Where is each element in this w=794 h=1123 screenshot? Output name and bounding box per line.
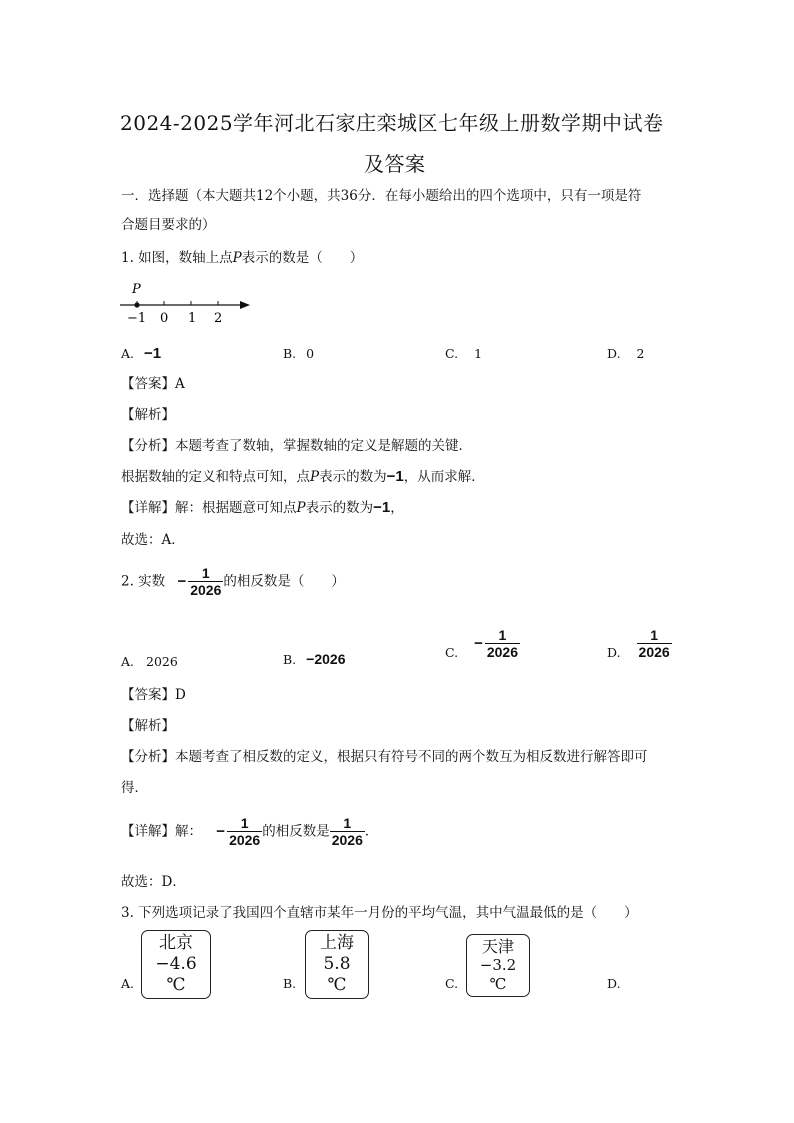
q1-number-line [118, 280, 258, 328]
frac-numerator: 1 [343, 815, 352, 831]
option-value: 2 [636, 346, 645, 361]
q2-stem-post: 的相反数是（ ） [223, 573, 345, 590]
option-label: D. [607, 645, 621, 660]
option-value: 2026 [146, 654, 178, 669]
option-value: −1 [144, 345, 162, 362]
frac-denominator: 2026 [638, 644, 670, 660]
tick-label-1: 1 [188, 311, 197, 326]
q2-fenxi-line2: 得． [121, 780, 148, 796]
frac-denominator: 2026 [229, 832, 261, 848]
q3-option-b-card [305, 930, 369, 999]
q2-detail-post: ． [364, 823, 379, 840]
frac-numerator: 1 [498, 627, 507, 643]
q1-reason-pre: 根据数轴的定义和特点可知，点 [121, 469, 310, 485]
q2-detail-sign: − [216, 822, 226, 840]
q2-answer: 【答案】D [121, 687, 186, 703]
q1-var-p: P [232, 250, 242, 266]
number-line-arrow-icon [240, 301, 250, 309]
tick-label-neg1: −1 [127, 311, 147, 326]
option-label: A. [121, 346, 135, 361]
q2-option-c [445, 627, 520, 660]
document-title-line1: 2024-2025学年河北石家庄栾城区七年级上册数学期中试卷 [120, 111, 664, 135]
point-p-label: P [132, 282, 141, 297]
q2-option-d [607, 627, 672, 660]
section-heading-line1: 一．选择题（本大题共12个小题，共36分．在每小题给出的四个选项中，只有一项是符 [121, 188, 642, 204]
q2-detail-pre: 【详解】解： [121, 823, 202, 840]
q1-reason-mid: 表示的数为 [319, 469, 387, 485]
frac-denominator: 2026 [331, 832, 363, 848]
q2-detail-mid: 的相反数是 [262, 823, 330, 840]
q2-detail-fraction-a [227, 815, 262, 848]
point-p-dot [134, 302, 139, 307]
city-name: 上海 [320, 933, 354, 953]
q1-detail-pre: 【详解】解：根据题意可知点 [121, 500, 297, 516]
option-label: B. [283, 346, 297, 361]
q1-detail-mid: 表示的数为 [305, 500, 374, 516]
q1-stem-post: 表示的数是（ ） [241, 250, 364, 266]
option-label: A. [121, 654, 135, 669]
city-name: 天津 [481, 937, 514, 956]
q1-analysis-heading: 【解析】 [121, 407, 175, 423]
option-label: B. [283, 652, 297, 667]
q1-reason-var: P [310, 469, 320, 485]
option-fraction [485, 627, 520, 660]
q3-option-a-label: A. [121, 976, 135, 991]
frac-numerator: 1 [650, 627, 659, 643]
q1-detail-val: −1 [373, 499, 391, 516]
option-label: D. [607, 346, 621, 361]
q2-frac-sign: − [177, 572, 187, 590]
q3-option-b-label: B. [283, 976, 297, 991]
tick-label-0: 0 [160, 311, 169, 326]
q1-option-a [121, 345, 161, 362]
q2-detail-fraction-b [330, 815, 365, 848]
q1-stem [121, 249, 363, 267]
q1-option-c [445, 346, 482, 361]
option-label: C. [445, 645, 459, 660]
q2-analysis-heading: 【解析】 [121, 718, 175, 734]
q1-answer: 【答案】A [121, 376, 185, 392]
q2-option-a [121, 654, 178, 669]
q2-option-b [283, 651, 345, 667]
q3-option-c-card [466, 934, 530, 997]
q2-stem [121, 565, 345, 598]
frac-denominator: 2026 [486, 644, 518, 660]
city-temperature: −4.6 ℃ [155, 954, 197, 995]
q3-option-a-card [141, 930, 211, 999]
q1-detail-var: P [296, 500, 306, 516]
q1-reason [121, 468, 485, 486]
q1-choose: 故选：A． [121, 532, 185, 548]
q2-stem-pre: 2. 实数 [121, 573, 166, 590]
q3-stem: 3. 下列选项记录了我国四个直辖市某年一月份的平均气温，其中气温最低的是（ ） [121, 905, 638, 921]
q1-option-d [607, 346, 645, 361]
q2-choose: 故选：D． [121, 874, 186, 890]
option-sign: − [474, 635, 483, 652]
q1-option-b [283, 346, 314, 361]
q2-fraction [188, 565, 223, 598]
q1-reason-val: −1 [386, 468, 404, 485]
document-title-line2: 及答案 [364, 152, 426, 176]
option-value: −2026 [306, 651, 346, 667]
section-heading-line2: 合题目要求的） [121, 217, 216, 233]
option-fraction [637, 627, 672, 660]
tick-label-2: 2 [214, 311, 223, 326]
option-value: 1 [474, 346, 483, 361]
city-temperature: −3.2 ℃ [479, 956, 517, 993]
q1-stem-pre: 1. 如图，数轴上点 [121, 250, 233, 266]
q3-option-c-label: C. [445, 976, 459, 991]
q1-reason-post: ，从而求解． [403, 469, 485, 485]
q1-detail-post: ， [390, 500, 404, 516]
option-label: C. [445, 346, 459, 361]
q1-detail [121, 499, 404, 517]
q2-detail [121, 815, 378, 848]
frac-denominator: 2026 [190, 582, 222, 598]
q3-option-d-label: D. [607, 976, 621, 991]
frac-numerator: 1 [201, 565, 210, 581]
city-temperature: 5.8 ℃ [323, 954, 351, 995]
q1-fenxi: 【分析】本题考查了数轴，掌握数轴的定义是解题的关键． [121, 438, 472, 454]
frac-numerator: 1 [240, 815, 249, 831]
city-name: 北京 [159, 933, 193, 953]
q2-fenxi-line1: 【分析】本题考查了相反数的定义，根据只有符号不同的两个数互为相反数进行解答即可 [121, 749, 648, 765]
option-value: 0 [306, 346, 315, 361]
